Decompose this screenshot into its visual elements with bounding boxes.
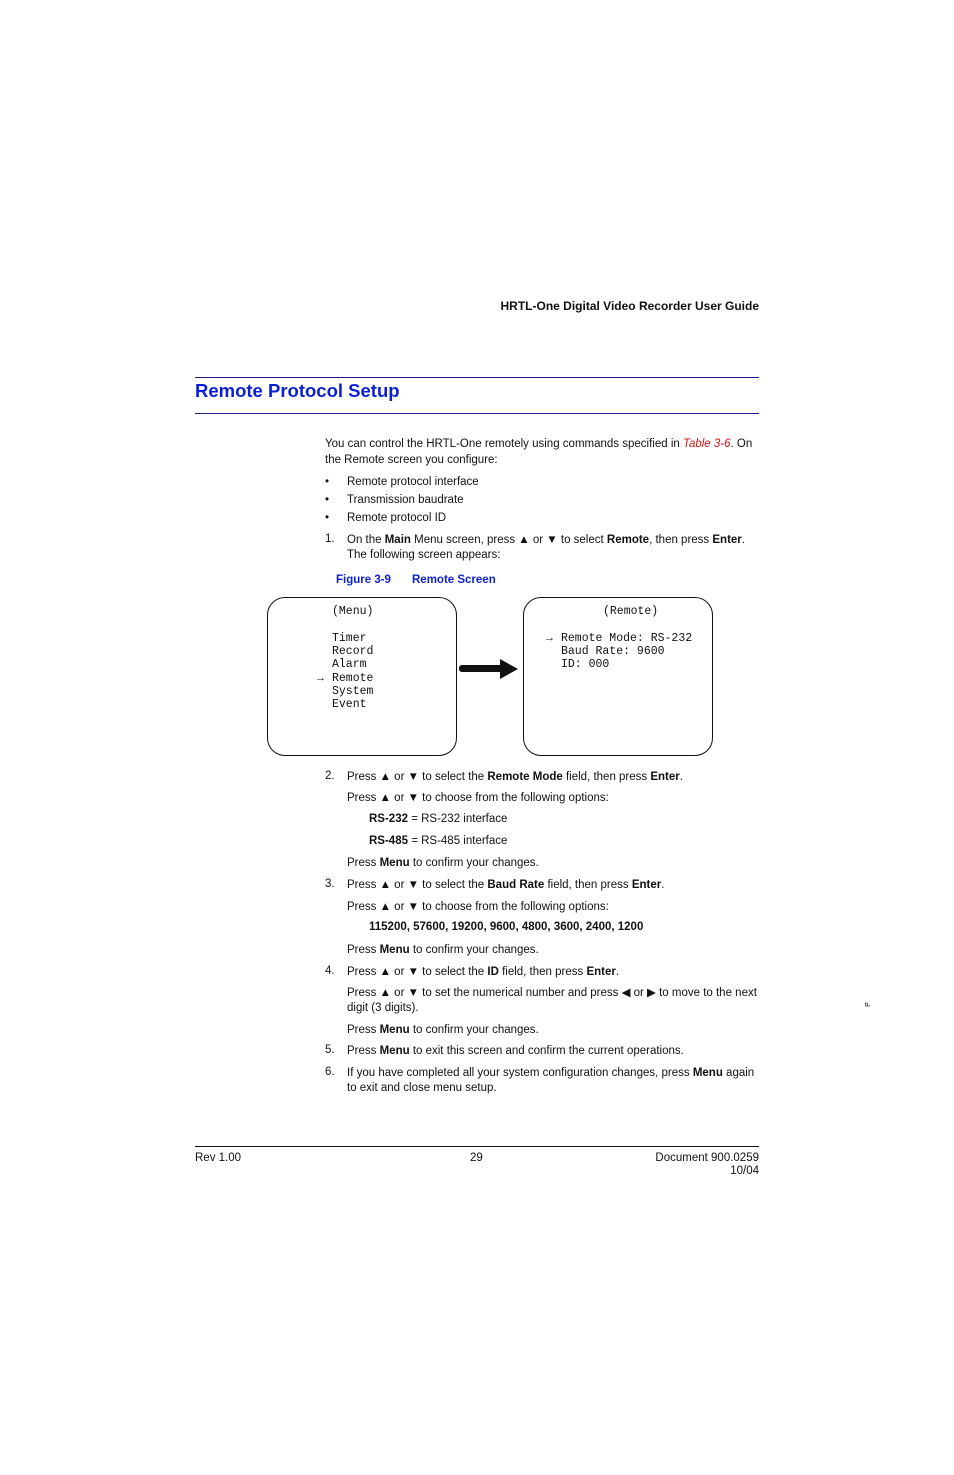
bullet-text: Remote protocol ID — [347, 512, 447, 524]
menu-item-remote: Remote — [332, 672, 374, 685]
step-1-text: On the Main Menu screen, press ▲ or ▼ to select Remote, then press Enter. The following screen appears: — [347, 534, 745, 561]
running-header: HRTL-One Digital Video Recorder User Guide — [500, 299, 759, 313]
menu-item-record: Record — [332, 645, 374, 658]
figure-label: Figure 3-9 — [336, 574, 391, 586]
footer-doc-number: Document 900.0259 — [655, 1152, 759, 1164]
intro-text-after: . On the Remote screen you configure: — [325, 438, 753, 466]
bullet-text: Transmission baudrate — [347, 494, 464, 506]
step-2-text: Press ▲ or ▼ to select the Remote Mode field, then press Enter. — [347, 771, 683, 783]
footer-document — [600, 1152, 759, 1178]
remote-screen-title: (Remote) — [603, 605, 659, 618]
menu-pointer-icon: → — [317, 672, 324, 685]
footer-page-number: 29 — [470, 1152, 483, 1164]
bullet-text: Remote protocol interface — [347, 476, 479, 488]
step-5-text: Press Menu to exit this screen and confirm the current operations. — [347, 1045, 684, 1057]
step-4-set: Press ▲ or ▼ to set the numerical number and press ◀ or ▶ to move to the next digit (3 digits). — [347, 987, 757, 1014]
menu-item-timer: Timer — [332, 632, 367, 645]
arrow-right-icon — [459, 665, 503, 672]
menu-item-system: System — [332, 685, 374, 698]
id-line: ID: 000 — [561, 658, 610, 671]
remote-screen — [523, 597, 713, 756]
figure-caption — [336, 574, 496, 586]
option-rs485: RS-485 = RS-485 interface — [369, 835, 508, 847]
bullet-mark: • — [325, 476, 330, 488]
top-rule — [195, 377, 759, 378]
footer-rule — [195, 1146, 759, 1147]
baud-rate-options: 115200, 57600, 19200, 9600, 4800, 3600, 2400, 1200 — [369, 921, 644, 933]
step-3-confirm: Press Menu to confirm your changes. — [347, 944, 539, 956]
table-link[interactable]: Table 3-6 — [682, 438, 731, 450]
menu-item-event: Event — [332, 698, 367, 711]
step-4-text: Press ▲ or ▼ to select the ID field, then press Enter. — [347, 966, 620, 978]
option-rs232: RS-232 = RS-232 interface — [369, 813, 508, 825]
step-number: 6. — [325, 1066, 335, 1078]
step-3-text: Press ▲ or ▼ to select the Baud Rate field, then press Enter. — [347, 879, 665, 891]
baud-rate-line: Baud Rate: 9600 — [561, 645, 665, 658]
menu-item-alarm: Alarm — [332, 658, 367, 671]
step-number: 3. — [325, 878, 335, 890]
footer-date: 10/04 — [730, 1165, 759, 1177]
step-2-choose: Press ▲ or ▼ to choose from the following options: — [347, 792, 609, 804]
bullet-mark: • — [325, 512, 330, 524]
intro-text-before: You can control the HRTL-One remotely using commands specified in — [325, 438, 683, 450]
intro-paragraph — [325, 436, 759, 468]
step-6-text: If you have completed all your system configuration changes, press Menu again to exit and close menu setup. — [347, 1067, 755, 1094]
remote-mode-line: Remote Mode: RS-232 — [561, 632, 693, 645]
step-number: 5. — [325, 1044, 335, 1056]
step-number: 2. — [325, 770, 335, 782]
step-4-confirm: Press Menu to confirm your changes. — [347, 1024, 539, 1036]
menu-screen-title: (Menu) — [332, 605, 374, 618]
step-3-choose: Press ▲ or ▼ to choose from the following options: — [347, 901, 609, 913]
step-number: 1. — [325, 533, 335, 545]
remote-pointer-icon: → — [546, 632, 553, 645]
margin-mark: P — [864, 1002, 872, 1007]
arrow-head-icon — [500, 659, 518, 679]
bottom-rule — [195, 413, 759, 414]
bullet-mark: • — [325, 494, 330, 506]
section-title: Remote Protocol Setup — [195, 380, 400, 401]
footer-rev: Rev 1.00 — [195, 1152, 242, 1164]
step-number: 4. — [325, 965, 335, 977]
figure-title: Remote Screen — [412, 574, 496, 586]
step-2-confirm: Press Menu to confirm your changes. — [347, 857, 539, 869]
